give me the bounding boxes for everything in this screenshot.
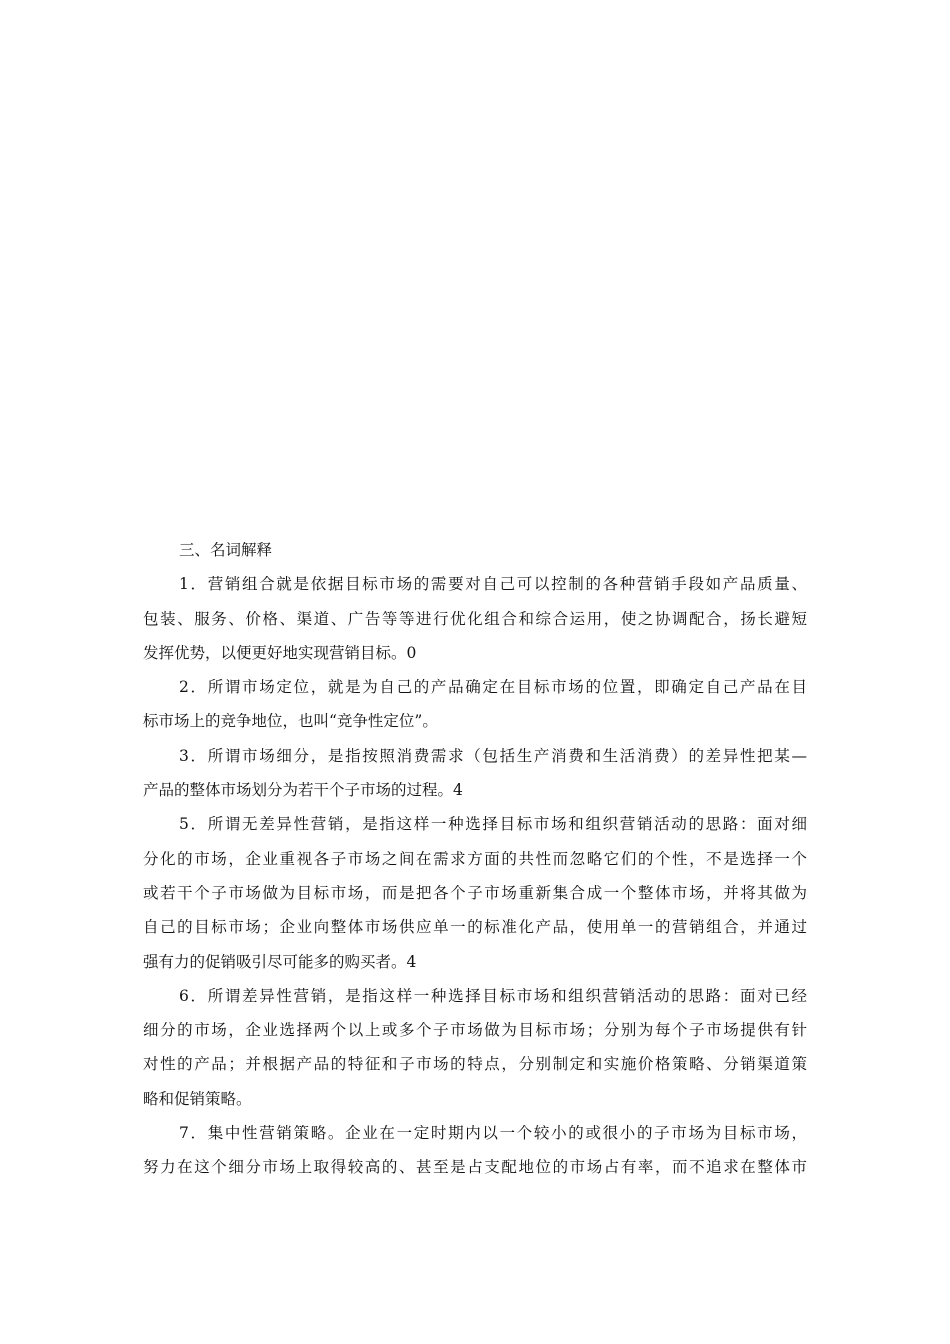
- paragraph-1: [143, 567, 807, 670]
- paragraph-line: 努力在这个细分市场上取得较高的、甚至是占支配地位的市场占有率，而不追求在整体市: [143, 1158, 807, 1177]
- paragraph-line: 标市场上的竞争地位，也叫“竞争性定位”。: [143, 712, 438, 731]
- document-body: [143, 533, 807, 1185]
- paragraph-7: [143, 1116, 807, 1185]
- paragraph-line: 产品的整体市场划分为若干个子市场的过程。4: [143, 781, 463, 800]
- paragraph-line: 强有力的促销吸引尽可能多的购买者。4: [143, 952, 417, 971]
- paragraph-line: 5．所谓无差异性营销，是指这样一种选择目标市场和组织营销活动的思路：面对细: [179, 815, 807, 834]
- section-heading: 三、名词解释: [179, 541, 273, 559]
- paragraph-line: 3．所谓市场细分，是指按照消费需求（包括生产消费和生活消费）的差异性把某—: [179, 746, 807, 765]
- paragraph-line: 1．营销组合就是依据目标市场的需要对自己可以控制的各种营销手段如产品质量、: [179, 575, 807, 594]
- paragraph-line: 分化的市场，企业重视各子市场之间在需求方面的共性而忽略它们的个性，不是选择一个: [143, 849, 807, 868]
- paragraph-line: 7．集中性营销策略。企业在一定时期内以一个较小的或很小的子市场为目标市场，: [179, 1124, 807, 1143]
- paragraph-line: 包装、服务、价格、渠道、广告等等进行优化组合和综合运用，使之协调配合，扬长避短: [143, 609, 807, 628]
- paragraph-2: [143, 670, 807, 739]
- paragraph-line: 6．所谓差异性营销，是指这样一种选择目标市场和组织营销活动的思路：面对已经: [179, 986, 807, 1005]
- paragraph-3: [143, 739, 807, 808]
- paragraph-line: 自己的目标市场；企业向整体市场供应单一的标准化产品，使用单一的营销组合，并通过: [143, 918, 807, 937]
- paragraph-line: 细分的市场，企业选择两个以上或多个子市场做为目标市场；分别为每个子市场提供有针: [143, 1021, 807, 1040]
- paragraph-line: 2．所谓市场定位，就是为自己的产品确定在目标市场的位置，即确定自己产品在目: [179, 678, 807, 697]
- paragraph-line: 或若干个子市场做为目标市场，而是把各个子市场重新集合成一个整体市场，并将其做为: [143, 883, 807, 902]
- paragraph-line: 对性的产品；并根据产品的特征和子市场的特点，分别制定和实施价格策略、分销渠道策: [143, 1055, 807, 1074]
- paragraph-line: 略和促销策略。: [143, 1089, 252, 1108]
- paragraph-line: 发挥优势，以便更好地实现营销目标。0: [143, 643, 417, 662]
- paragraph-5: [143, 807, 807, 978]
- paragraph-6: [143, 979, 807, 1116]
